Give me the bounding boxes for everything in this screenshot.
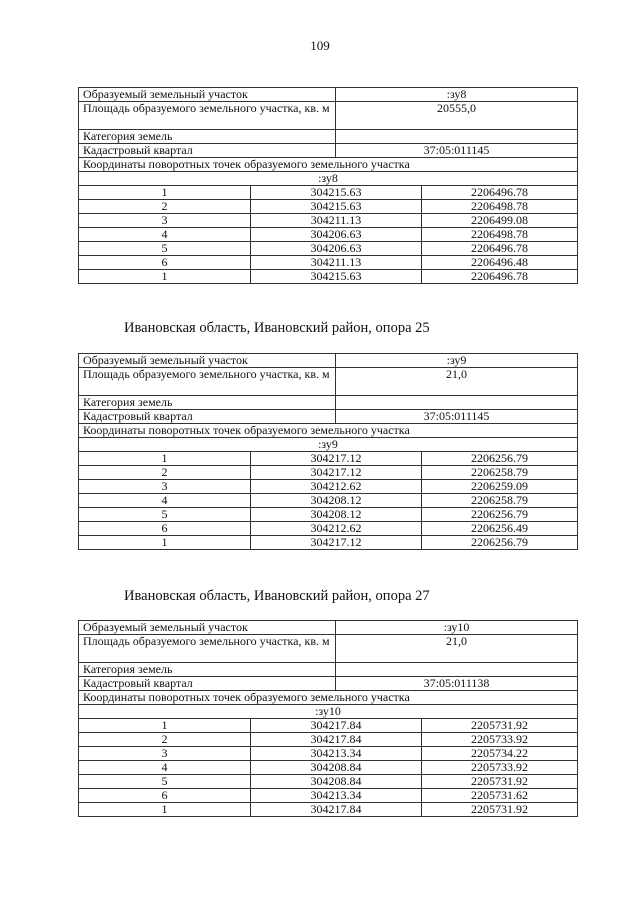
parcel-id: :зу8 xyxy=(336,88,578,102)
point-y: 2206256.49 xyxy=(422,522,578,536)
point-number: 2 xyxy=(79,466,251,480)
point-number: 6 xyxy=(79,256,251,270)
point-number: 2 xyxy=(79,200,251,214)
point-number: 4 xyxy=(79,494,251,508)
point-number: 1 xyxy=(79,452,251,466)
point-y: 2206256.79 xyxy=(422,452,578,466)
parcel-table-zu9 xyxy=(78,353,578,550)
point-x: 304215.63 xyxy=(251,200,422,214)
parcel-id: :зу9 xyxy=(336,354,578,368)
point-y: 2206256.79 xyxy=(422,536,578,550)
point-y: 2205731.92 xyxy=(422,719,578,733)
point-row xyxy=(79,494,578,508)
point-row xyxy=(79,733,578,747)
point-x: 304217.84 xyxy=(251,803,422,817)
coordinates-parcel-id: :зу9 xyxy=(79,438,578,452)
point-row xyxy=(79,761,578,775)
parcel-table-zu10 xyxy=(78,620,578,817)
point-row xyxy=(79,200,578,214)
point-y: 2206258.79 xyxy=(422,466,578,480)
point-row xyxy=(79,536,578,550)
point-row xyxy=(79,480,578,494)
point-x: 304217.12 xyxy=(251,452,422,466)
point-number: 3 xyxy=(79,480,251,494)
point-number: 6 xyxy=(79,522,251,536)
point-number: 3 xyxy=(79,214,251,228)
point-y: 2206256.79 xyxy=(422,508,578,522)
point-number: 2 xyxy=(79,733,251,747)
area-label: Площадь образуемого земельного участка, кв. м xyxy=(79,635,336,663)
cadastral-value: 37:05:011145 xyxy=(336,144,578,158)
point-y: 2205731.92 xyxy=(422,803,578,817)
area-value: 21,0 xyxy=(336,368,578,396)
point-x: 304208.12 xyxy=(251,494,422,508)
coordinates-parcel-id: :зу10 xyxy=(79,705,578,719)
cadastral-label: Кадастровый квартал xyxy=(79,144,336,158)
point-number: 6 xyxy=(79,789,251,803)
point-x: 304208.84 xyxy=(251,775,422,789)
point-x: 304206.63 xyxy=(251,242,422,256)
point-x: 304215.63 xyxy=(251,270,422,284)
point-x: 304208.12 xyxy=(251,508,422,522)
parcel-label: Образуемый земельный участок xyxy=(79,354,336,368)
point-x: 304212.62 xyxy=(251,480,422,494)
category-label: Категория земель xyxy=(79,396,336,410)
parcel-row xyxy=(79,354,578,368)
point-x: 304217.84 xyxy=(251,719,422,733)
point-row xyxy=(79,242,578,256)
point-y: 2205731.62 xyxy=(422,789,578,803)
points-body xyxy=(79,452,578,550)
point-y: 2206498.78 xyxy=(422,200,578,214)
coordinates-parcel-row xyxy=(79,438,578,452)
parcel-row xyxy=(79,88,578,102)
coordinates-header-row xyxy=(79,691,578,705)
point-row xyxy=(79,452,578,466)
coordinates-parcel-row xyxy=(79,705,578,719)
area-label: Площадь образуемого земельного участка, кв. м xyxy=(79,102,336,130)
coordinates-header-row xyxy=(79,158,578,172)
point-number: 3 xyxy=(79,747,251,761)
point-number: 1 xyxy=(79,536,251,550)
point-x: 304215.63 xyxy=(251,186,422,200)
cadastral-row xyxy=(79,410,578,424)
points-body xyxy=(79,186,578,284)
point-y: 2205733.92 xyxy=(422,733,578,747)
point-number: 4 xyxy=(79,228,251,242)
point-y: 2206496.48 xyxy=(422,256,578,270)
point-y: 2206498.78 xyxy=(422,228,578,242)
coordinates-parcel-row xyxy=(79,172,578,186)
parcel-table-zu8 xyxy=(78,87,578,284)
point-row xyxy=(79,270,578,284)
point-row xyxy=(79,228,578,242)
point-number: 5 xyxy=(79,775,251,789)
point-x: 304217.12 xyxy=(251,466,422,480)
coordinates-header: Координаты поворотных точек образуемого земельного участка xyxy=(79,158,578,172)
category-label: Категория земель xyxy=(79,663,336,677)
point-number: 1 xyxy=(79,270,251,284)
point-number: 4 xyxy=(79,761,251,775)
coordinates-header: Координаты поворотных точек образуемого земельного участка xyxy=(79,691,578,705)
point-y: 2206258.79 xyxy=(422,494,578,508)
points-body xyxy=(79,719,578,817)
point-x: 304211.13 xyxy=(251,256,422,270)
point-number: 1 xyxy=(79,803,251,817)
point-x: 304211.13 xyxy=(251,214,422,228)
parcel-label: Образуемый земельный участок xyxy=(79,621,336,635)
area-row xyxy=(79,368,578,396)
point-row xyxy=(79,214,578,228)
category-value xyxy=(336,663,578,677)
page-number: 109 xyxy=(310,38,330,53)
point-y: 2206499.08 xyxy=(422,214,578,228)
cadastral-label: Кадастровый квартал xyxy=(79,677,336,691)
category-label: Категория земель xyxy=(79,130,336,144)
area-row xyxy=(79,635,578,663)
point-row xyxy=(79,747,578,761)
point-row xyxy=(79,186,578,200)
point-number: 1 xyxy=(79,719,251,733)
point-number: 1 xyxy=(79,186,251,200)
category-row xyxy=(79,663,578,677)
area-value: 20555,0 xyxy=(336,102,578,130)
point-number: 5 xyxy=(79,242,251,256)
coordinates-header-row xyxy=(79,424,578,438)
category-row xyxy=(79,130,578,144)
point-row xyxy=(79,803,578,817)
category-value xyxy=(336,396,578,410)
category-value xyxy=(336,130,578,144)
parcel-label: Образуемый земельный участок xyxy=(79,88,336,102)
point-x: 304206.63 xyxy=(251,228,422,242)
point-y: 2205734.22 xyxy=(422,747,578,761)
point-y: 2206259.09 xyxy=(422,480,578,494)
point-x: 304217.12 xyxy=(251,536,422,550)
parcel-row xyxy=(79,621,578,635)
point-row xyxy=(79,719,578,733)
section-heading: Ивановская область, Ивановский район, опора 25 xyxy=(124,320,430,336)
area-row xyxy=(79,102,578,130)
point-row xyxy=(79,508,578,522)
point-row xyxy=(79,522,578,536)
point-y: 2206496.78 xyxy=(422,186,578,200)
point-row xyxy=(79,466,578,480)
point-row xyxy=(79,789,578,803)
point-x: 304213.34 xyxy=(251,789,422,803)
point-y: 2205733.92 xyxy=(422,761,578,775)
area-label: Площадь образуемого земельного участка, кв. м xyxy=(79,368,336,396)
point-row xyxy=(79,775,578,789)
point-number: 5 xyxy=(79,508,251,522)
coordinates-header: Координаты поворотных точек образуемого земельного участка xyxy=(79,424,578,438)
parcel-id: :зу10 xyxy=(336,621,578,635)
point-y: 2205731.92 xyxy=(422,775,578,789)
cadastral-row xyxy=(79,677,578,691)
point-x: 304217.84 xyxy=(251,733,422,747)
cadastral-value: 37:05:011145 xyxy=(336,410,578,424)
coordinates-parcel-id: :зу8 xyxy=(79,172,578,186)
cadastral-value: 37:05:011138 xyxy=(336,677,578,691)
section-heading: Ивановская область, Ивановский район, опора 27 xyxy=(124,588,430,604)
category-row xyxy=(79,396,578,410)
point-x: 304213.34 xyxy=(251,747,422,761)
point-x: 304212.62 xyxy=(251,522,422,536)
area-value: 21,0 xyxy=(336,635,578,663)
cadastral-label: Кадастровый квартал xyxy=(79,410,336,424)
point-y: 2206496.78 xyxy=(422,270,578,284)
point-y: 2206496.78 xyxy=(422,242,578,256)
point-row xyxy=(79,256,578,270)
cadastral-row xyxy=(79,144,578,158)
point-x: 304208.84 xyxy=(251,761,422,775)
